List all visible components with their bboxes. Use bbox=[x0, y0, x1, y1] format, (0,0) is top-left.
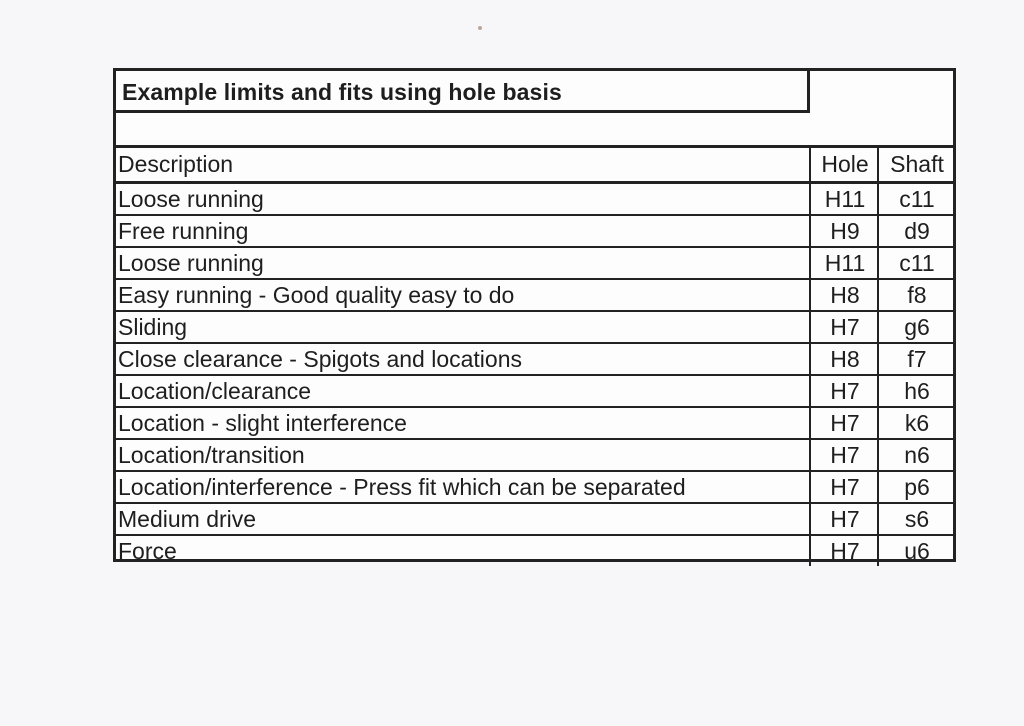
table-row bbox=[116, 407, 953, 439]
description-cell: Easy running - Good quality easy to do bbox=[116, 279, 810, 311]
fits-table bbox=[116, 145, 953, 566]
table-row bbox=[116, 247, 953, 279]
shaft-cell: p6 bbox=[878, 471, 953, 503]
hole-cell: H8 bbox=[810, 343, 878, 375]
shaft-cell: d9 bbox=[878, 215, 953, 247]
paper-speck bbox=[478, 26, 482, 30]
header-row bbox=[116, 147, 953, 183]
shaft-cell: f8 bbox=[878, 279, 953, 311]
fits-table-frame bbox=[113, 68, 956, 562]
title-box bbox=[116, 71, 810, 113]
hole-cell: H7 bbox=[810, 503, 878, 535]
table-row bbox=[116, 439, 953, 471]
table-row bbox=[116, 503, 953, 535]
description-cell: Close clearance - Spigots and locations bbox=[116, 343, 810, 375]
shaft-cell: c11 bbox=[878, 183, 953, 216]
shaft-cell: k6 bbox=[878, 407, 953, 439]
hole-cell: H7 bbox=[810, 471, 878, 503]
table-row bbox=[116, 311, 953, 343]
description-cell: Location/interference - Press fit which can be separated bbox=[116, 471, 810, 503]
hole-cell: H7 bbox=[810, 375, 878, 407]
shaft-cell: u6 bbox=[878, 535, 953, 566]
table-row bbox=[116, 375, 953, 407]
shaft-cell: g6 bbox=[878, 311, 953, 343]
shaft-cell: s6 bbox=[878, 503, 953, 535]
hole-cell: H7 bbox=[810, 407, 878, 439]
description-cell: Force bbox=[118, 538, 177, 564]
description-cell: Loose running bbox=[116, 183, 810, 216]
header-shaft: Shaft bbox=[878, 147, 953, 183]
hole-cell: H7 bbox=[810, 311, 878, 343]
table-row bbox=[116, 343, 953, 375]
hole-cell: H8 bbox=[810, 279, 878, 311]
description-cell: Location/clearance bbox=[116, 375, 810, 407]
table-row bbox=[116, 535, 953, 566]
description-cell: Sliding bbox=[116, 311, 810, 343]
hole-cell: H11 bbox=[810, 183, 878, 216]
hole-cell: H7 bbox=[810, 439, 878, 471]
table-body bbox=[116, 183, 953, 567]
description-cell: Location/transition bbox=[116, 439, 810, 471]
table-row bbox=[116, 215, 953, 247]
hole-cell: H9 bbox=[810, 215, 878, 247]
description-cell: Free running bbox=[116, 215, 810, 247]
shaft-cell: c11 bbox=[878, 247, 953, 279]
hole-cell: H11 bbox=[810, 247, 878, 279]
shaft-cell: f7 bbox=[878, 343, 953, 375]
table-row bbox=[116, 279, 953, 311]
table-title: Example limits and fits using hole basis bbox=[122, 79, 562, 105]
shaft-cell: h6 bbox=[878, 375, 953, 407]
table-row bbox=[116, 183, 953, 216]
description-cell: Loose running bbox=[116, 247, 810, 279]
description-cell: Medium drive bbox=[116, 503, 810, 535]
description-cell: Location - slight interference bbox=[116, 407, 810, 439]
header-hole: Hole bbox=[810, 147, 878, 183]
hole-cell: H7 bbox=[810, 535, 878, 566]
header-description: Description bbox=[116, 147, 810, 183]
shaft-cell: n6 bbox=[878, 439, 953, 471]
table-row bbox=[116, 471, 953, 503]
